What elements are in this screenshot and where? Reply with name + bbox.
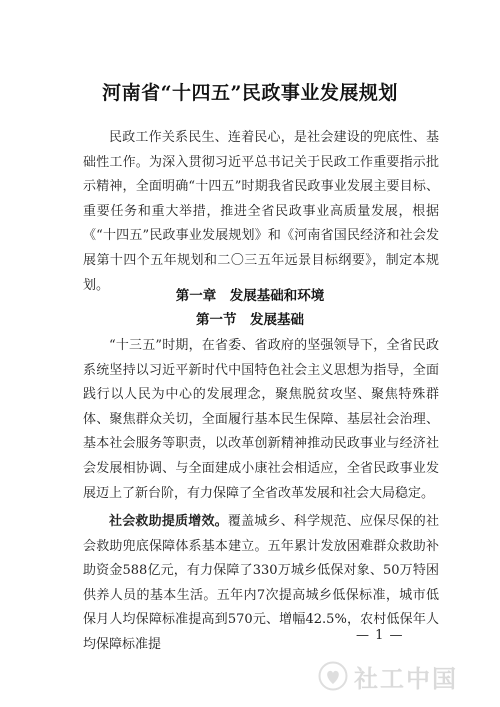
heart-hands-logo-icon	[318, 661, 348, 691]
chapter-heading: 第一章 发展基础和环境	[175, 288, 325, 304]
paragraph-1: “十三五”时期，在省委、省政府的坚强领导下，全省民政系统坚持以习近平新时代中国特色社会主义思想为指导，全面践行以人民为中心的发展理念，聚焦脱贫攻坚、聚焦特殊群体、聚焦群众关切，全面履行基本民生保障、基层社会治理、基本社会服务等职责，以改革创新精神推动民政事业与经济社会发展相协调、与全面建成小康社会相适应，全省民政事业发展迈上了新台阶，有力保障了全省改革发展和社会大局稳定。	[83, 338, 439, 501]
intro-paragraph: 民政工作关系民生、连着民心，是社会建设的兜底性、基础性工作。为深入贯彻习近平总书记关于民政工作重要指示批示精神，全面明确“十四五”时期我省民政事业发展主要目标、重要任务和重大举措，推进全省民政事业高质量发展，根据《“十四五”民政事业发展规划》和《河南省国民经济和社会发展第十四个五年规划和二〇三五年远景目标纲要》，制定本规划。	[83, 130, 439, 293]
page-number: — 1 —	[356, 628, 404, 643]
paragraph-2-body: 覆盖城乡、科学规范、应保尽保的社会救助兜底保障体系基本建立。五年累计发放困难群众救助补助资金588亿元，有力保障了330万城乡低保对象、50万特困供养人员的基本生活。五年内7次提高城乡低保标准，城市低保月人均保障标准提高到570元、增幅42.5%，农村低保年人均保障标准提	[83, 514, 439, 652]
paragraph-2-lead: 社会救助提质增效。	[109, 514, 228, 529]
document-title: 河南省“十四五”民政事业发展规划	[102, 82, 398, 104]
watermark	[318, 656, 494, 696]
watermark-text: 社工中国	[354, 664, 458, 693]
section-heading: 第一节 发展基础	[196, 312, 304, 328]
